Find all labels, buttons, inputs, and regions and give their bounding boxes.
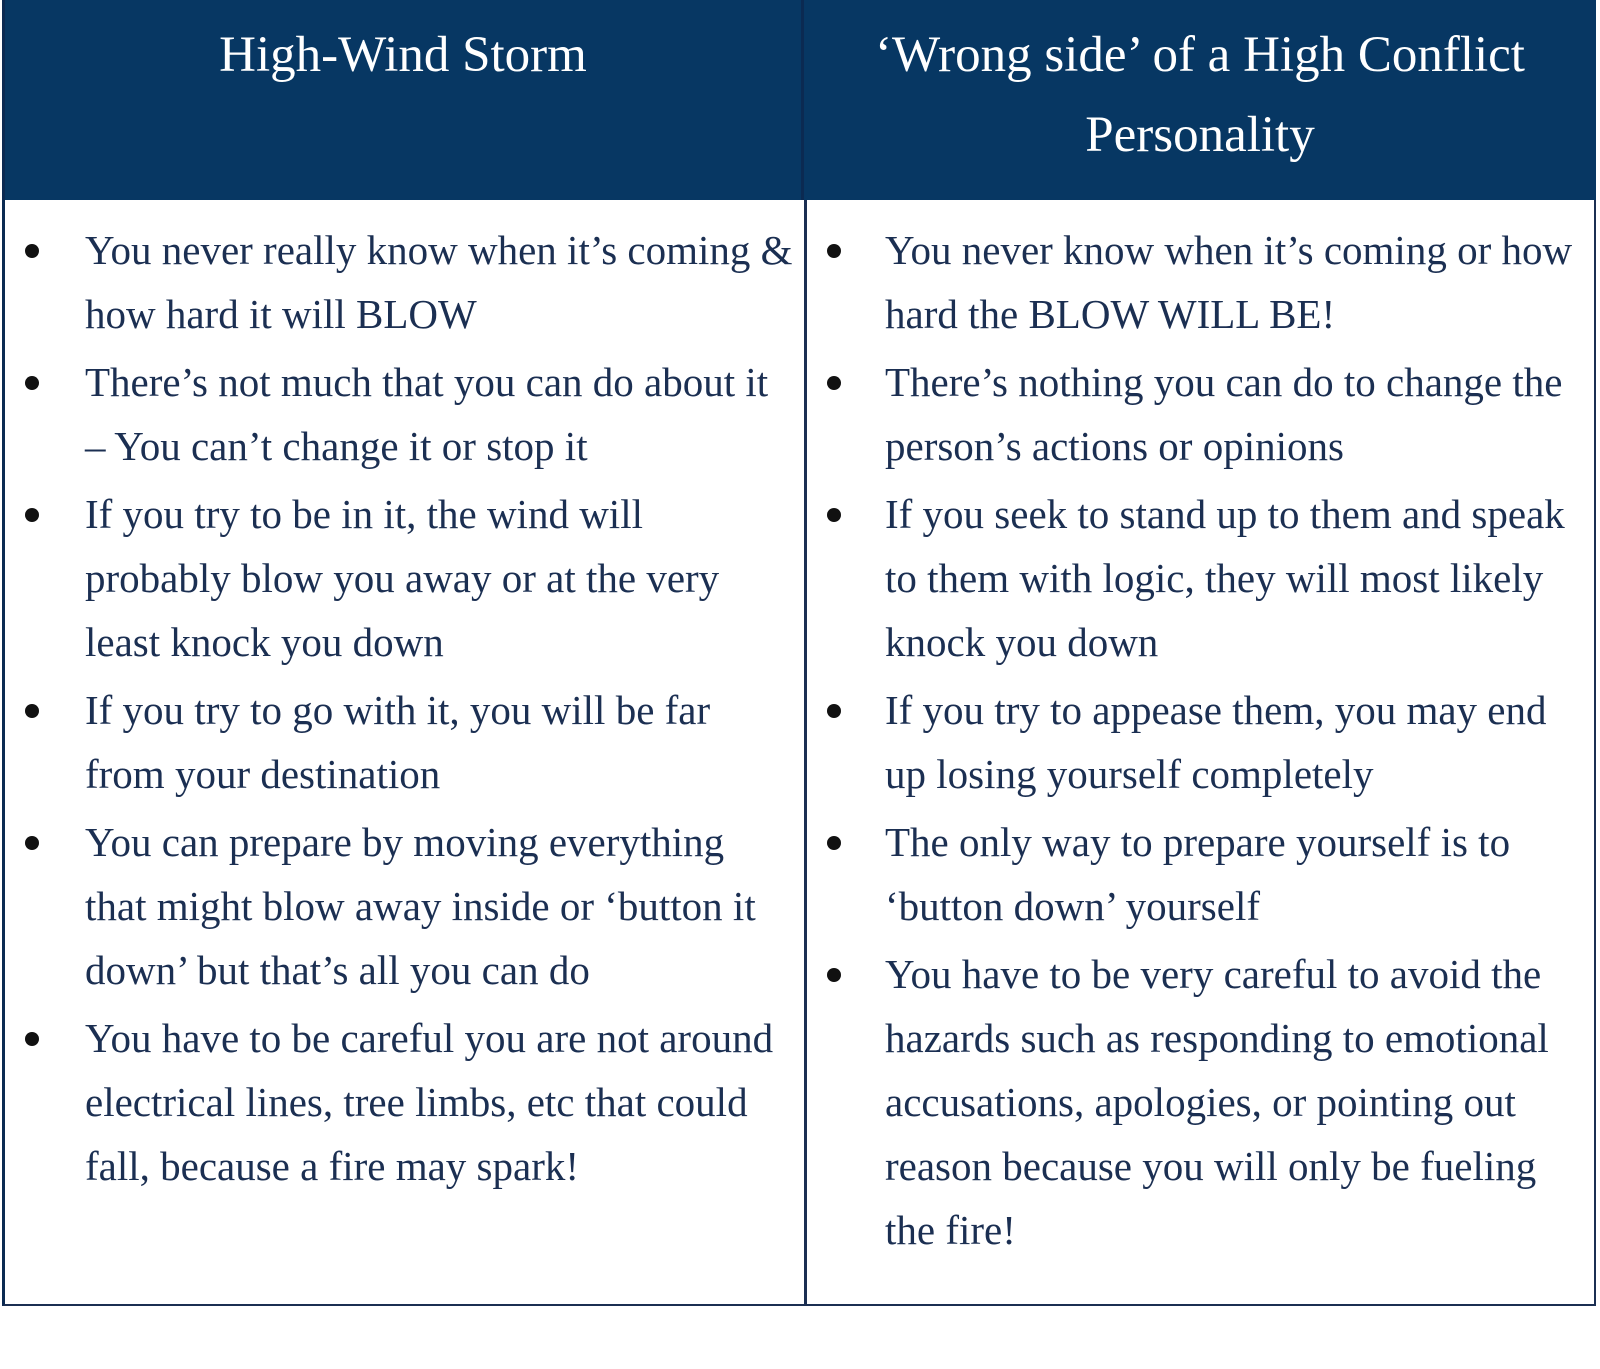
bullet-icon: [827, 244, 841, 258]
list-item-text: The only way to prepare yourself is to ‘button down’ yourself: [885, 819, 1511, 929]
storm-bullet-list: [5, 200, 804, 1198]
bullet-icon: [827, 508, 841, 522]
list-item-text: If you try to appease them, you may end up losing yourself completely: [885, 687, 1547, 797]
list-item-text: You have to be careful you are not around electrical lines, tree limbs, etc that could fall, because a fire may spark!: [85, 1015, 774, 1189]
hcp-bullet-list: [807, 200, 1594, 1262]
list-item-text: If you try to go with it, you will be far from your destination: [85, 687, 711, 797]
list-item: [5, 482, 794, 674]
list-item: [807, 942, 1584, 1262]
list-item-text: You have to be very careful to avoid the hazards such as responding to emotional accusations, apologies, or pointing out reason because you will only be fueling the fire!: [885, 951, 1549, 1253]
column-header-hcp: [804, 0, 1596, 200]
list-item-text: You never know when it’s coming or how hard the BLOW WILL BE!: [885, 227, 1573, 337]
list-item: [807, 350, 1584, 478]
list-item-text: If you try to be in it, the wind will probably blow you away or at the very least knock you down: [85, 491, 720, 665]
bullet-icon: [827, 376, 841, 390]
list-item-text: If you seek to stand up to them and speak to them with logic, they will most likely knock you down: [885, 491, 1565, 665]
list-item: [807, 218, 1584, 346]
list-item: [5, 678, 794, 806]
column-header-storm-label: High-Wind Storm: [219, 27, 587, 83]
storm-column-body: [2, 200, 804, 1306]
bullet-icon: [827, 968, 841, 982]
bullet-icon: [827, 704, 841, 718]
list-item: [5, 1006, 794, 1198]
bullet-icon: [827, 836, 841, 850]
bullet-icon: [25, 376, 39, 390]
list-item: [807, 810, 1584, 938]
list-item-text: There’s not much that you can do about it – You can’t change it or stop it: [85, 359, 769, 469]
list-item: [5, 810, 794, 1002]
comparison-table: [2, 0, 1596, 1306]
column-header-hcp-label: ‘Wrong side’ of a High Conflict Personality: [875, 27, 1525, 163]
column-header-storm: [2, 0, 804, 200]
list-item-text: You never really know when it’s coming & how hard it will BLOW: [85, 227, 793, 337]
list-item: [807, 482, 1584, 674]
list-item: [5, 350, 794, 478]
list-item: [5, 218, 794, 346]
list-item: [807, 678, 1584, 806]
list-item-text: There’s nothing you can do to change the person’s actions or opinions: [885, 359, 1563, 469]
bullet-icon: [25, 508, 39, 522]
bullet-icon: [25, 1032, 39, 1046]
hcp-column-body: [804, 200, 1596, 1306]
bullet-icon: [25, 704, 39, 718]
bullet-icon: [25, 836, 39, 850]
bullet-icon: [25, 244, 39, 258]
list-item-text: You can prepare by moving everything that might blow away inside or ‘button it down’ but that’s all you can do: [85, 819, 756, 993]
